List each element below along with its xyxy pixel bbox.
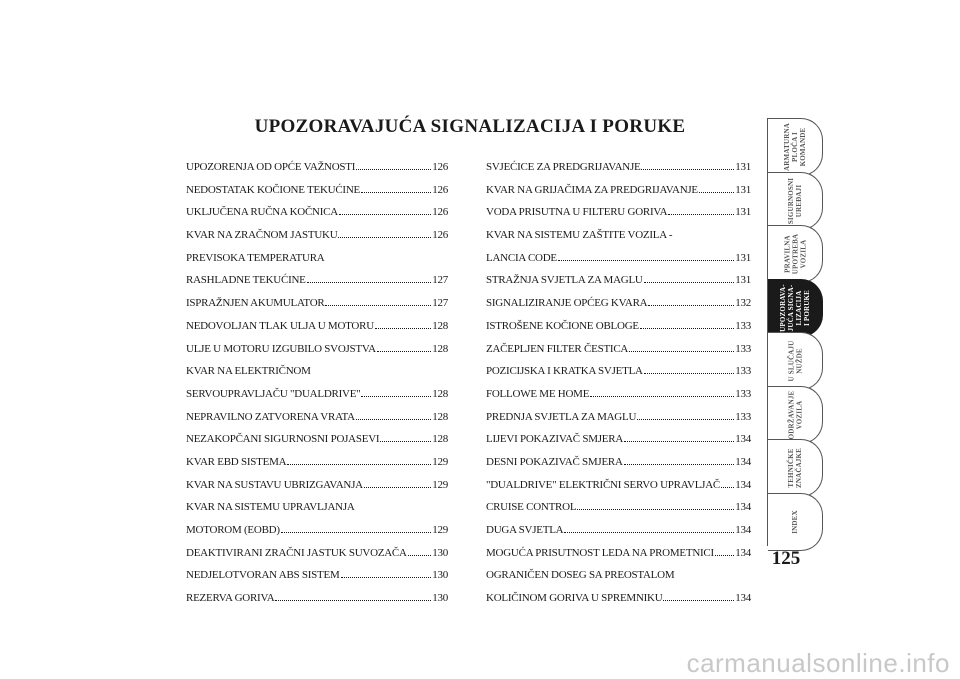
toc-leader-dots: [577, 508, 734, 510]
toc-entry-title: DEAKTIVIRANI ZRAČNI JASTUK SUVOZAČA: [186, 546, 407, 559]
watermark: carmanualsonline.info: [686, 648, 950, 678]
toc-entry[interactable]: [186, 524, 448, 547]
toc-entry-title: DUGA SVJETLA: [486, 524, 564, 536]
toc-entry[interactable]: [486, 501, 751, 524]
toc-entry-page: 130: [432, 546, 448, 559]
toc-entry[interactable]: [486, 206, 751, 229]
toc-entry-title: SIGNALIZIRANJE OPĆEG KVARA: [486, 297, 648, 310]
toc-entry[interactable]: [486, 297, 751, 320]
toc-entry-page: 131: [735, 206, 751, 219]
toc-entry-title: DESNI POKAZIVAČ SMJERA: [486, 455, 623, 468]
toc-entry-page: 130: [432, 592, 448, 605]
toc-leader-dots: [624, 440, 734, 442]
toc-entry-page: 133: [735, 410, 751, 423]
toc-entry-title: SVJEĆICE ZA PREDGRIJAVANJE: [486, 161, 641, 173]
toc-entry-page: 134: [735, 455, 751, 468]
page-number: 125: [771, 548, 801, 569]
toc-entry-title: UPOZORENJA OD OPĆE VAŽNOSTI: [186, 161, 356, 173]
toc-entry[interactable]: [186, 161, 448, 184]
toc-entry[interactable]: [186, 206, 448, 229]
toc-entry-title: ISPRAŽNJEN AKUMULATOR: [186, 297, 325, 310]
toc-leader-dots: [364, 486, 431, 488]
toc-entry[interactable]: [186, 320, 448, 343]
toc-leader-dots: [356, 418, 431, 420]
toc-entry[interactable]: [186, 479, 448, 502]
chapter-tab-label: PRAVILNA UPOTREBA VOZILA: [783, 233, 807, 275]
toc-entry[interactable]: [486, 524, 751, 547]
chapter-tab[interactable]: [768, 332, 823, 390]
toc-entry-page: 134: [735, 501, 751, 514]
toc-entry-title: STRAŽNJA SVJETLA ZA MAGLU: [486, 274, 643, 287]
toc-leader-dots: [715, 554, 734, 556]
toc-entry-title: LANCIA CODE: [486, 251, 557, 264]
toc-entry-page: 133: [735, 319, 751, 332]
toc-entry-title: NEDJELOTVORAN ABS SISTEM: [186, 569, 340, 582]
toc-entry-title: ULJE U MOTORU IZGUBILO SVOJSTVA: [186, 342, 376, 355]
toc-leader-dots: [341, 576, 432, 578]
toc-entry[interactable]: [486, 388, 751, 411]
toc-leader-dots: [307, 281, 432, 283]
toc-leader-dots: [721, 486, 734, 488]
toc-entry[interactable]: [186, 569, 448, 592]
toc-leader-dots: [644, 281, 735, 283]
toc-entry-page: 134: [735, 433, 751, 446]
toc-leader-dots: [361, 191, 431, 193]
toc-leader-dots: [408, 554, 432, 556]
toc-entry-title: NEDOVOLJAN TLAK ULJA U MOTORU: [186, 319, 374, 332]
toc-entry-title: ISTROŠENE KOČIONE OBLOGE: [486, 319, 639, 332]
toc-entry-title: FOLLOWE ME HOME: [486, 387, 590, 400]
toc-entry-title: NEPRAVILNO ZATVORENA VRATA: [186, 410, 355, 423]
toc-entry-title: NEDOSTATAK KOČIONE TEKUĆINE: [186, 183, 360, 196]
chapter-tab[interactable]: [768, 118, 823, 176]
toc-entry-title: POZICIJSKA I KRATKA SVJETLA: [486, 365, 643, 378]
toc-leader-dots: [637, 418, 734, 420]
toc-entry[interactable]: [486, 592, 751, 615]
toc-entry-title: KVAR NA ELEKTRIČNOM: [186, 365, 311, 378]
toc-entry-page: 131: [735, 161, 751, 173]
toc-entry-page: 133: [735, 342, 751, 355]
toc-entry-page: 131: [735, 274, 751, 287]
chapter-tab-label: SIGURNOSNI UREĐAJI: [786, 177, 803, 224]
toc-entry-page: 126: [432, 161, 448, 173]
toc-entry-title: OGRANIČEN DOSEG SA PREOSTALOM: [486, 569, 675, 582]
toc-entry[interactable]: [486, 252, 751, 275]
chapter-tab-label: UPOZORAVA- JUĆA SIGNA- LIZACIJA I PORUKE: [778, 283, 811, 332]
toc-entry-page: 131: [735, 251, 751, 264]
toc-entry[interactable]: [486, 479, 751, 502]
chapter-tab-label: U SLUČAJU NUŽDE: [786, 340, 803, 382]
toc-entry-title: REZERVA GORIVA: [186, 592, 275, 605]
toc-entry[interactable]: [186, 365, 448, 388]
toc-entry-title: MOTOROM (EOBD): [186, 524, 280, 536]
toc-leader-dots: [663, 599, 734, 601]
toc-entry[interactable]: [486, 433, 751, 456]
toc-entry[interactable]: [186, 297, 448, 320]
toc-entry-page: 134: [735, 524, 751, 536]
toc-leader-dots: [361, 395, 431, 397]
toc-entry-title: CRUISE CONTROL: [486, 501, 577, 514]
toc-leader-dots: [380, 440, 431, 442]
toc-entry-page: 126: [432, 183, 448, 196]
toc-right-column: [486, 161, 751, 615]
toc-entry-title: LIJEVI POKAZIVAČ SMJERA: [486, 433, 624, 446]
toc-entry-page: 126: [432, 229, 448, 242]
toc-entry-title: KVAR NA GRIJAČIMA ZA PREDGRIJAVANJE: [486, 183, 698, 196]
toc-entry[interactable]: [486, 365, 751, 388]
toc-entry[interactable]: [486, 161, 751, 184]
chapter-tab[interactable]: [768, 439, 823, 497]
toc-entry[interactable]: [486, 411, 751, 434]
toc-entry-title: KVAR NA ZRAČNOM JASTUKU: [186, 229, 338, 242]
toc-entry[interactable]: [486, 343, 751, 366]
toc-leader-dots: [590, 395, 734, 397]
toc-entry-page: 134: [735, 546, 751, 559]
chapter-tab[interactable]: [768, 279, 823, 337]
toc-leader-dots: [644, 372, 735, 374]
toc-entry[interactable]: [186, 388, 448, 411]
toc-leader-dots: [699, 191, 734, 193]
toc-entry-page: 133: [735, 387, 751, 400]
toc-leader-dots: [275, 599, 431, 601]
toc-entry-title: KVAR NA SISTEMU UPRAVLJANJA: [186, 501, 355, 514]
toc-entry-page: 127: [432, 297, 448, 310]
toc-leader-dots: [356, 168, 431, 170]
chapter-tab-label: TEHNIČKE ZNAČAJKE: [786, 447, 803, 489]
chapter-tab-label: INDEX: [791, 509, 799, 534]
toc-entry-page: 127: [432, 274, 448, 287]
toc-entry-page: 132: [735, 297, 751, 310]
toc-entry-page: 130: [432, 569, 448, 582]
toc-entry-page: 128: [432, 387, 448, 400]
toc-entry-title: PREDNJA SVJETLA ZA MAGLU: [486, 410, 637, 423]
toc-entry[interactable]: [186, 184, 448, 207]
toc-leader-dots: [338, 236, 431, 238]
toc-leader-dots: [648, 304, 734, 306]
toc-leader-dots: [640, 327, 734, 329]
toc-entry[interactable]: [186, 456, 448, 479]
toc-entry-title: VODA PRISUTNA U FILTERU GORIVA: [486, 206, 668, 219]
toc-entry-title: KVAR NA SISTEMU ZAŠTITE VOZILA -: [486, 229, 673, 242]
toc-leader-dots: [325, 304, 431, 306]
toc-entry-title: KVAR EBD SISTEMA: [186, 455, 287, 468]
toc-entry-page: 128: [432, 319, 448, 332]
toc-leader-dots: [377, 350, 431, 352]
toc-entry[interactable]: [486, 456, 751, 479]
chapter-tab-label: ARMATURNA PLOČA I KOMANDE: [782, 123, 807, 171]
toc-entry[interactable]: [486, 320, 751, 343]
toc-entry[interactable]: [486, 569, 751, 592]
toc-entry-title: KOLIČINOM GORIVA U SPREMNIKU: [486, 592, 663, 605]
toc-entry[interactable]: [186, 274, 448, 297]
toc-leader-dots: [281, 531, 431, 533]
toc-entry-page: 131: [735, 183, 751, 196]
toc-entry-page: 129: [432, 455, 448, 468]
toc-entry[interactable]: [186, 411, 448, 434]
toc-entry[interactable]: [186, 252, 448, 275]
toc-entry-page: 129: [432, 524, 448, 536]
toc-entry[interactable]: [186, 547, 448, 570]
toc-entry-page: 128: [432, 433, 448, 446]
toc-entry-page: 133: [735, 365, 751, 378]
toc-entry-title: PREVISOKA TEMPERATURA: [186, 251, 325, 264]
toc-entry[interactable]: [486, 184, 751, 207]
toc-entry-page: 129: [432, 478, 448, 491]
toc-entry-title: RASHLADNE TEKUĆINE: [186, 274, 306, 287]
toc-leader-dots: [624, 463, 735, 465]
toc-entry-title: SERVOUPRAVLJAČU "DUALDRIVE": [186, 387, 361, 400]
toc-leader-dots: [339, 213, 431, 215]
page-title: UPOZORAVAJUĆA SIGNALIZACIJA I PORUKE: [254, 116, 686, 137]
chapter-tab[interactable]: [768, 493, 823, 551]
toc-entry[interactable]: [186, 501, 448, 524]
toc-entry[interactable]: [186, 592, 448, 615]
toc-entry[interactable]: [486, 547, 751, 570]
chapter-tab[interactable]: [768, 172, 823, 230]
toc-leader-dots: [287, 463, 431, 465]
toc-entry-title: MOGUĆA PRISUTNOST LEDA NA PROMETNICI: [486, 546, 714, 559]
toc-entry-title: NEZAKOPČANI SIGURNOSNI POJASEVI: [186, 433, 380, 446]
toc-entry[interactable]: [486, 274, 751, 297]
toc-entry[interactable]: [486, 229, 751, 252]
toc-left-column: [186, 161, 448, 615]
toc-entry-page: 128: [432, 342, 448, 355]
toc-leader-dots: [375, 327, 431, 329]
toc-entry[interactable]: [186, 343, 448, 366]
toc-entry-title: ZAČEPLJEN FILTER ČESTICA: [486, 342, 629, 355]
toc-entry[interactable]: [186, 433, 448, 456]
chapter-tab-label: ODRŽAVANJE VOZILA: [787, 390, 803, 439]
toc-entry-title: "DUALDRIVE" ELEKTRIČNI SERVO UPRAVLJAČ: [486, 478, 720, 491]
chapter-tab[interactable]: [768, 386, 823, 444]
toc-leader-dots: [564, 531, 734, 533]
toc-entry-title: UKLJUČENA RUČNA KOČNICA: [186, 206, 338, 219]
toc-leader-dots: [641, 168, 734, 170]
toc-entry-page: 128: [432, 410, 448, 423]
toc-entry-page: 126: [432, 206, 448, 219]
toc-entry[interactable]: [186, 229, 448, 252]
toc-leader-dots: [558, 259, 734, 261]
toc-leader-dots: [668, 213, 734, 215]
toc-leader-dots: [629, 350, 734, 352]
toc-entry-page: 134: [735, 592, 751, 605]
toc-entry-title: KVAR NA SUSTAVU UBRIZGAVANJA: [186, 478, 363, 491]
toc-entry-page: 134: [735, 478, 751, 491]
chapter-tab[interactable]: [768, 225, 823, 283]
